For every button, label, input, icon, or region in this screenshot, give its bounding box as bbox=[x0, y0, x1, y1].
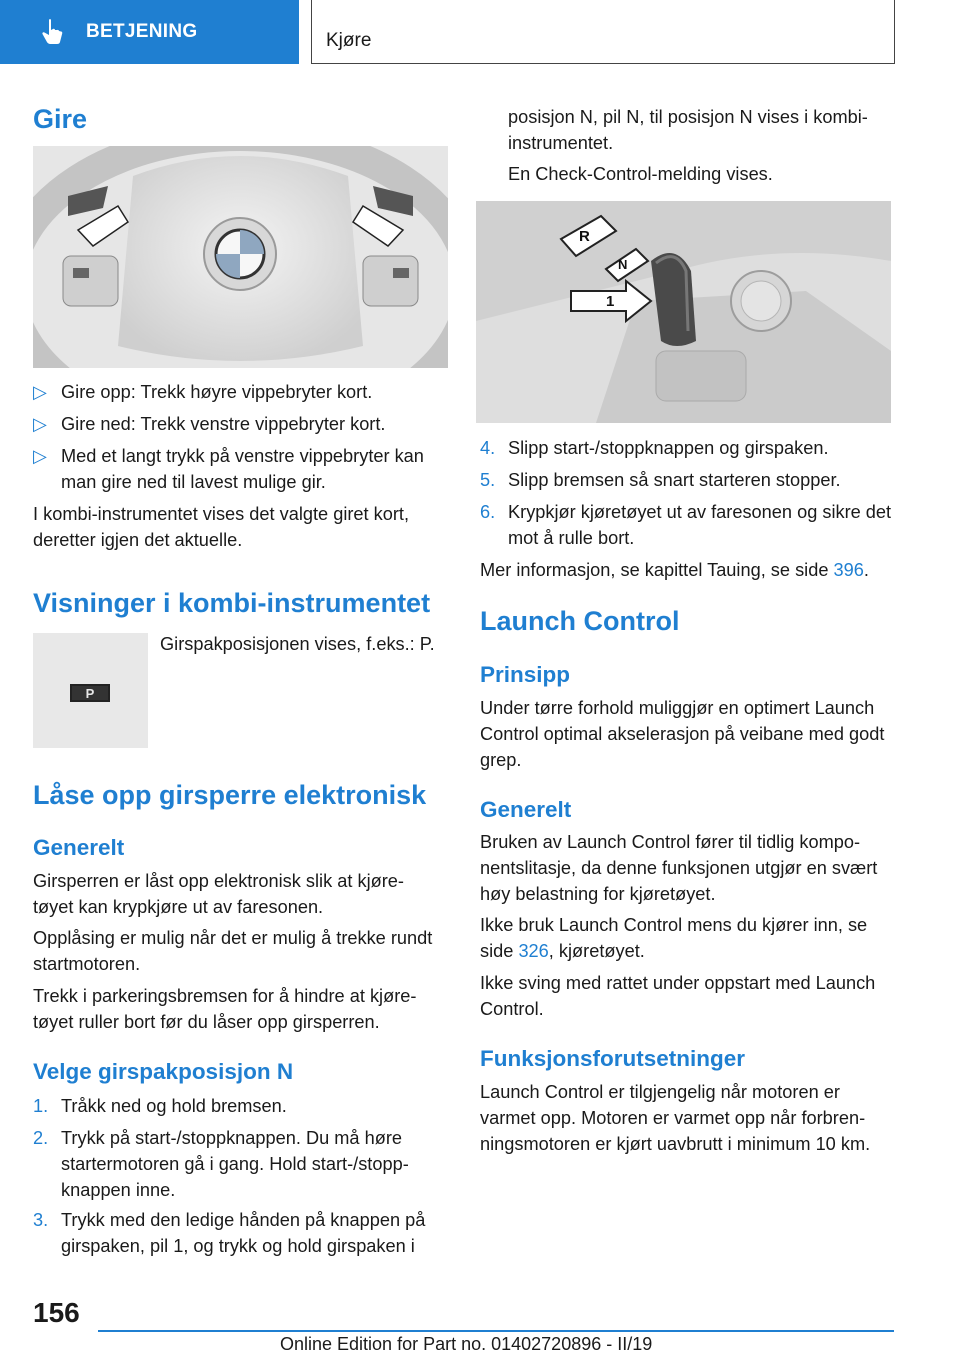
list-item: 2. Trykk på start-/stoppknappen. Du må høre startermotoren gå i gang. Hold start-/stopp-knappen inne. bbox=[33, 1128, 409, 1200]
display-image bbox=[33, 633, 148, 748]
heading-prinsipp: Prinsipp bbox=[480, 662, 571, 687]
steering-wheel-image bbox=[33, 146, 448, 368]
heading-generelt: Generelt bbox=[33, 835, 125, 860]
paragraph: I kombi-instrumentet vises det valgte giret kort, deretter igjen det aktuelle. bbox=[33, 504, 410, 550]
page-number: 156 bbox=[33, 1297, 80, 1328]
paragraph: Ikke bruk Launch Control mens du kjører inn, se side 326, kjøretøyet. bbox=[480, 915, 868, 961]
page-link[interactable]: 326 bbox=[518, 941, 549, 961]
paragraph: En Check-Control-melding vises. bbox=[508, 164, 773, 184]
triangle-bullet-icon: ▷ bbox=[33, 446, 47, 466]
triangle-bullet-icon: ▷ bbox=[33, 414, 47, 434]
list-item: 4. Slipp start-/stoppknappen og girspaken. bbox=[480, 438, 829, 458]
edition-text: Online Edition for Part no. 01402720896 - II/19 bbox=[280, 1334, 653, 1354]
chapter-label: Kjøre bbox=[326, 30, 372, 51]
paragraph: Ikke sving med rattet under oppstart med Launch Control. bbox=[480, 973, 876, 1019]
list-item: 5. Slipp bremsen så snart starteren stopper. bbox=[480, 470, 841, 490]
heading-generelt-right: Generelt bbox=[480, 797, 572, 822]
heading-funksjonsforutsetninger: Funksjonsforutsetninger bbox=[480, 1046, 746, 1071]
section-label: BETJENING bbox=[86, 21, 198, 42]
paragraph: Girspakposisjonen vises, f.eks.: P. bbox=[160, 634, 435, 654]
paragraph: Launch Control er tilgjengelig når motoren er varmet opp. Motoren er varmet opp når forbren-ningsmotoren er kjørt uavbrutt i minimum 10 km. bbox=[480, 1082, 871, 1154]
p-display-icon: P bbox=[70, 684, 110, 702]
gear-lever-image bbox=[476, 201, 891, 423]
svg-text:R: R bbox=[579, 228, 590, 245]
heading-gire: Gire bbox=[33, 104, 88, 134]
heading-visninger: Visninger i kombi-instrumentet bbox=[33, 588, 431, 618]
svg-text:1: 1 bbox=[606, 293, 615, 310]
heading-velge: Velge girspakposisjon N bbox=[33, 1059, 294, 1084]
paragraph: Trekk i parkeringsbremsen for å hindre at kjøre-tøyet ruller bort før du låser opp girsperren. bbox=[33, 986, 417, 1032]
paragraph: Mer informasjon, se kapittel Tauing, se side 396. bbox=[480, 560, 869, 580]
svg-text:N: N bbox=[618, 257, 628, 272]
list-item: ▷ Gire ned: Trekk venstre vippebryter kort. bbox=[33, 411, 448, 437]
triangle-bullet-icon: ▷ bbox=[33, 382, 47, 402]
paragraph: Girsperren er låst opp elektronisk slik at kjøre-tøyet kan krypkjøre ut av faresonen. bbox=[33, 871, 404, 917]
list-item: ▷ Gire opp: Trekk høyre vippebryter kort. bbox=[33, 379, 448, 405]
page-link[interactable]: 396 bbox=[833, 560, 864, 580]
heading-launch-control: Launch Control bbox=[480, 606, 680, 636]
chapter-header bbox=[311, 0, 895, 64]
paragraph: Under tørre forhold muliggjør en optimert Launch Control optimal akselerasjon på veibane med godt grep. bbox=[480, 698, 885, 770]
hand-pointer-icon bbox=[40, 18, 64, 46]
list-item: ▷ Med et langt trykk på venstre vippebryter kan man gire ned til lavest mulige gir. bbox=[33, 443, 448, 495]
paragraph: posisjon N, pil N, til posisjon N vises i kombi-instrumentet. bbox=[508, 107, 868, 153]
list-item: 3. Trykk med den ledige hånden på knappen på girspaken, pil 1, og trykk og hold girspaken i bbox=[33, 1210, 426, 1256]
paragraph: Bruken av Launch Control fører til tidlig kompo-nentslitasje, da denne funksjonen utgjør en svært høy belastning for kjøretøyet. bbox=[480, 832, 878, 904]
list-item: 6. Krypkjør kjøretøyet ut av faresonen og sikre det mot å rulle bort. bbox=[480, 502, 892, 548]
list-item: 1. Tråkk ned og hold bremsen. bbox=[33, 1096, 287, 1116]
paragraph: Opplåsing er mulig når det er mulig å trekke rundt startmotoren. bbox=[33, 928, 433, 974]
section-tab bbox=[0, 0, 299, 64]
heading-lase-opp: Låse opp girsperre elektronisk bbox=[33, 780, 427, 810]
footer-divider bbox=[98, 1330, 894, 1332]
